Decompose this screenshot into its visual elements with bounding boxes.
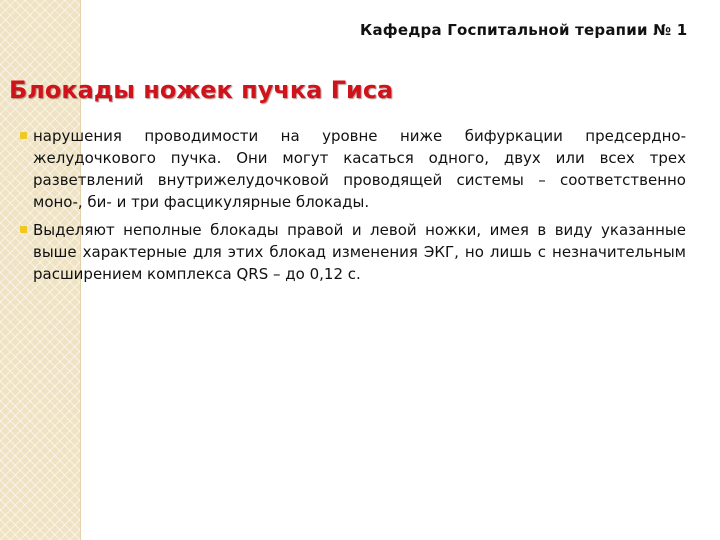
department-header: Кафедра Госпитальной терапии № 1: [360, 21, 688, 39]
slide-title: Блокады ножек пучка Гиса: [9, 76, 394, 104]
bullet-text: нарушения проводимости на уровне ниже бифуркации предсердно-желудочкового пучка. Они могут касаться одного, двух или всех трех разветвлений внутрижелудочковой проводящей системы – соответственно моно-, би- и три фасцикулярные блокады.: [33, 127, 686, 211]
bullet-icon: [20, 132, 27, 139]
bullet-text: Выделяют неполные блокады правой и левой ножки, имея в виду указанные выше характерные для этих блокад изменения ЭКГ, но лишь с незначительным расширением комплекса QRS – до 0,12 с.: [33, 221, 686, 283]
bullet-list: [20, 125, 686, 291]
list-item: [20, 125, 686, 213]
bullet-icon: [20, 226, 27, 233]
list-item: [20, 219, 686, 285]
